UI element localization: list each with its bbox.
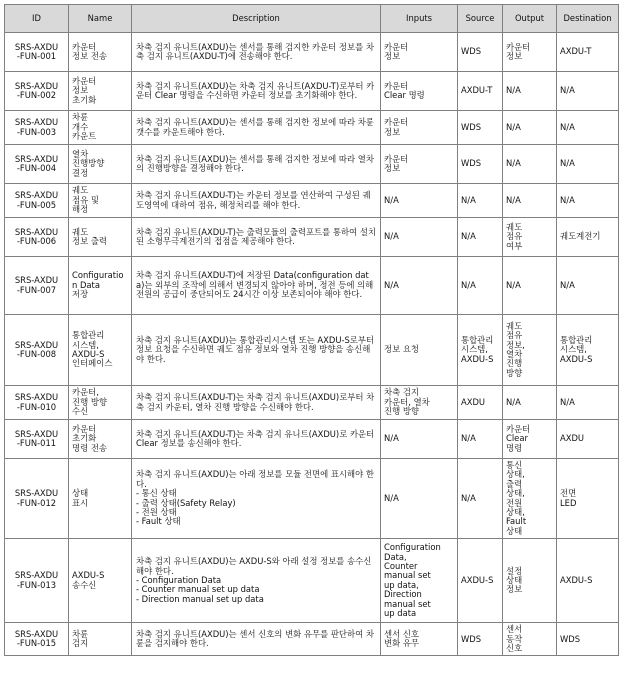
cell-source: N/A [458, 420, 503, 459]
description-text: 차축 검지 유니트(AXDU-T)는 차축 검지 유니트(AXDU)로부터 차축 검지 카운터, 열차 진행 방향을 수신해야 한다. [136, 392, 375, 412]
description-list-item: - Counter manual set up data [136, 584, 260, 595]
table-row [5, 315, 619, 386]
cell-destination: AXDU-S [557, 539, 619, 623]
table-row [5, 420, 619, 459]
table-row [5, 111, 619, 145]
cell-id: SRS-AXDU -FUN-001 [5, 33, 69, 72]
cell-output: 카운터 정보 [503, 33, 557, 72]
cell-description [132, 72, 381, 111]
cell-name: 카운터 정보 전송 [69, 33, 132, 72]
cell-source: AXDU-T [458, 72, 503, 111]
cell-output: N/A [503, 386, 557, 420]
cell-id: SRS-AXDU -FUN-002 [5, 72, 69, 111]
cell-inputs: N/A [381, 420, 458, 459]
cell-inputs: N/A [381, 218, 458, 257]
table-row [5, 145, 619, 184]
cell-destination: AXDU [557, 420, 619, 459]
cell-output: N/A [503, 111, 557, 145]
cell-inputs: 카운터 Clear 명령 [381, 72, 458, 111]
description-text: 차축 검지 유니트(AXDU)는 센서 신호의 변화 유무를 판단하여 차륜을 검지해야 한다. [136, 628, 374, 649]
cell-id: SRS-AXDU -FUN-007 [5, 257, 69, 315]
cell-id: SRS-AXDU -FUN-011 [5, 420, 69, 459]
table-row [5, 459, 619, 539]
cell-inputs: 정보 요청 [381, 315, 458, 386]
description-list-item: - Direction manual set up data [136, 593, 264, 604]
cell-name: 차륜 개수 카운트 [69, 111, 132, 145]
cell-id: SRS-AXDU -FUN-004 [5, 145, 69, 184]
cell-description [132, 539, 381, 623]
cell-destination: N/A [557, 257, 619, 315]
table-header-row [5, 5, 619, 33]
cell-id: SRS-AXDU -FUN-012 [5, 459, 69, 539]
header-name: Name [69, 5, 132, 33]
cell-name: 통합관리 시스템, AXDU-S 인터페이스 [69, 315, 132, 386]
cell-description [132, 257, 381, 315]
cell-name: 궤도 점유 및 해정 [69, 184, 132, 218]
cell-destination: N/A [557, 184, 619, 218]
table-row [5, 539, 619, 623]
cell-name: 카운터, 진행 방향 수신 [69, 386, 132, 420]
cell-source: WDS [458, 623, 503, 656]
cell-output: 카운터 Clear 명령 [503, 420, 557, 459]
cell-destination: 궤도계전기 [557, 218, 619, 257]
table-row [5, 184, 619, 218]
description-text: 차축 검지 유니트(AXDU)는 차축 검지 유니트(AXDU-T)로부터 카운터 Clear 명령을 수신하면 카운터 정보를 초기화해야 한다. [136, 80, 375, 100]
cell-description [132, 33, 381, 72]
cell-source: AXDU [458, 386, 503, 420]
table-row [5, 218, 619, 257]
cell-description [132, 145, 381, 184]
cell-name: 상태 표시 [69, 459, 132, 539]
description-text: 차축 검지 유니트(AXDU)는 AXDU-S와 아래 설정 정보를 송수신 해야 한다. [136, 556, 372, 576]
cell-id: SRS-AXDU -FUN-010 [5, 386, 69, 420]
cell-name: 카운터 초기화 명령 전송 [69, 420, 132, 459]
cell-description [132, 386, 381, 420]
description-list-item: - 전원 상태 [136, 507, 177, 518]
description-list-item: - 출력 상태(Safety Relay) [136, 497, 236, 508]
cell-description [132, 184, 381, 218]
table-row [5, 386, 619, 420]
description-list-item: - Configuration Data [136, 575, 222, 586]
cell-description [132, 420, 381, 459]
cell-name: AXDU-S 송수신 [69, 539, 132, 623]
cell-inputs: Configuration Data, Counter manual set up data, Direction manual set up data [381, 539, 458, 623]
description-text: 차축 검지 유니트(AXDU)는 통합관리시스템 또는 AXDU-S로부터 정보 요청을 수신하면 궤도 점유 정보와 열차 진행 방향을 송신해야 한다. [136, 334, 375, 364]
description-text: 차축 검지 유니트(AXDU)는 아래 정보를 모듈 전면에 표시해야 한다. [136, 469, 374, 489]
cell-inputs: 차축 검지 카운터, 열차 진행 방향 [381, 386, 458, 420]
table-body [5, 33, 619, 656]
cell-name: 카운터 정보 초기화 [69, 72, 132, 111]
cell-output: 설정 상태 정보 [503, 539, 557, 623]
cell-destination: WDS [557, 623, 619, 656]
cell-source: WDS [458, 111, 503, 145]
header-destination: Destination [557, 5, 619, 33]
table-row [5, 33, 619, 72]
description-list-item: - Fault 상태 [136, 516, 181, 527]
requirements-table [4, 4, 619, 656]
cell-source: 통합관리 시스템, AXDU-S [458, 315, 503, 386]
cell-source: WDS [458, 33, 503, 72]
description-text: 차축 검지 유니트(AXDU-T)에 저장된 Data(configuration data)는 외부의 조작에 의해서 변경되지 않아야 하며, 정전 등에 의해 전원의 공급이 중단되어도 24시간 이상 보존되어야 해야 한다. [136, 270, 374, 300]
cell-destination: N/A [557, 111, 619, 145]
cell-destination: 통합관리 시스템, AXDU-S [557, 315, 619, 386]
cell-name: 차륜 검지 [69, 623, 132, 656]
cell-inputs: N/A [381, 184, 458, 218]
cell-id: SRS-AXDU -FUN-015 [5, 623, 69, 656]
cell-source: N/A [458, 218, 503, 257]
header-description: Description [132, 5, 381, 33]
cell-id: SRS-AXDU -FUN-006 [5, 218, 69, 257]
cell-destination: N/A [557, 386, 619, 420]
cell-output: N/A [503, 184, 557, 218]
cell-description [132, 218, 381, 257]
table-row [5, 72, 619, 111]
cell-output: 궤도 점유 정보, 열차 진행 방향 [503, 315, 557, 386]
cell-source: N/A [458, 184, 503, 218]
cell-inputs: 카운터 정보 [381, 33, 458, 72]
cell-id: SRS-AXDU -FUN-005 [5, 184, 69, 218]
cell-description [132, 623, 381, 656]
cell-inputs: 센서 신호 변화 유무 [381, 623, 458, 656]
cell-inputs: N/A [381, 257, 458, 315]
cell-name: Configuration Data 저장 [69, 257, 132, 315]
cell-description [132, 459, 381, 539]
header-source: Source [458, 5, 503, 33]
cell-output: N/A [503, 257, 557, 315]
description-list [136, 576, 377, 604]
description-text: 차축 검지 유니트(AXDU-T)는 차축 검지 유니트(AXDU)로 카운터 Clear 정보를 송신해야 한다. [136, 428, 375, 448]
cell-name: 열차 진행방향 결정 [69, 145, 132, 184]
cell-output: 궤도 점유 여부 [503, 218, 557, 257]
cell-id: SRS-AXDU -FUN-008 [5, 315, 69, 386]
cell-output: 통신 상태, 출력 상태, 전원 상태, Fault 상태 [503, 459, 557, 539]
description-list [136, 489, 377, 527]
cell-description [132, 315, 381, 386]
cell-inputs: N/A [381, 459, 458, 539]
table-row [5, 257, 619, 315]
header-inputs: Inputs [381, 5, 458, 33]
header-id: ID [5, 5, 69, 33]
cell-output: N/A [503, 145, 557, 184]
description-text: 차축 검지 유니트(AXDU-T)는 출력모듈의 출력포트를 통하여 설치된 소형무극계전기의 접점을 제공해야 한다. [136, 226, 376, 246]
cell-source: N/A [458, 459, 503, 539]
cell-source: N/A [458, 257, 503, 315]
description-text: 차축 검지 유니트(AXDU)는 센서를 통해 검지한 정보에 따라 열차의 진행방향을 결정해야 한다. [136, 153, 374, 173]
description-list-item: - 통신 상태 [136, 488, 177, 499]
cell-destination: N/A [557, 145, 619, 184]
cell-inputs: 카운터 정보 [381, 145, 458, 184]
cell-source: AXDU-S [458, 539, 503, 623]
cell-description [132, 111, 381, 145]
cell-name: 궤도 정보 출력 [69, 218, 132, 257]
cell-output: 센서 동작 신호 [503, 623, 557, 656]
cell-output: N/A [503, 72, 557, 111]
cell-destination: N/A [557, 72, 619, 111]
cell-destination: AXDU-T [557, 33, 619, 72]
header-output: Output [503, 5, 557, 33]
cell-id: SRS-AXDU -FUN-013 [5, 539, 69, 623]
cell-id: SRS-AXDU -FUN-003 [5, 111, 69, 145]
description-text: 차축 검지 유니트(AXDU)는 센서를 통해 검지한 정보에 따라 차륜 갯수를 카운트해야 한다. [136, 117, 374, 137]
cell-destination: 전면 LED [557, 459, 619, 539]
table-row [5, 623, 619, 656]
cell-source: WDS [458, 145, 503, 184]
description-text: 차축 검지 유니트(AXDU-T)는 카운터 정보를 연산하여 구성된 궤도영역에 대하여 점유, 해정처리를 해야 한다. [136, 190, 371, 210]
cell-inputs: 카운터 정보 [381, 111, 458, 145]
description-text: 차축 검지 유니트(AXDU)는 센서를 통해 검지한 카운터 정보를 차축 검지 유니트(AXDU-T)에 전송해야 한다. [136, 41, 374, 61]
